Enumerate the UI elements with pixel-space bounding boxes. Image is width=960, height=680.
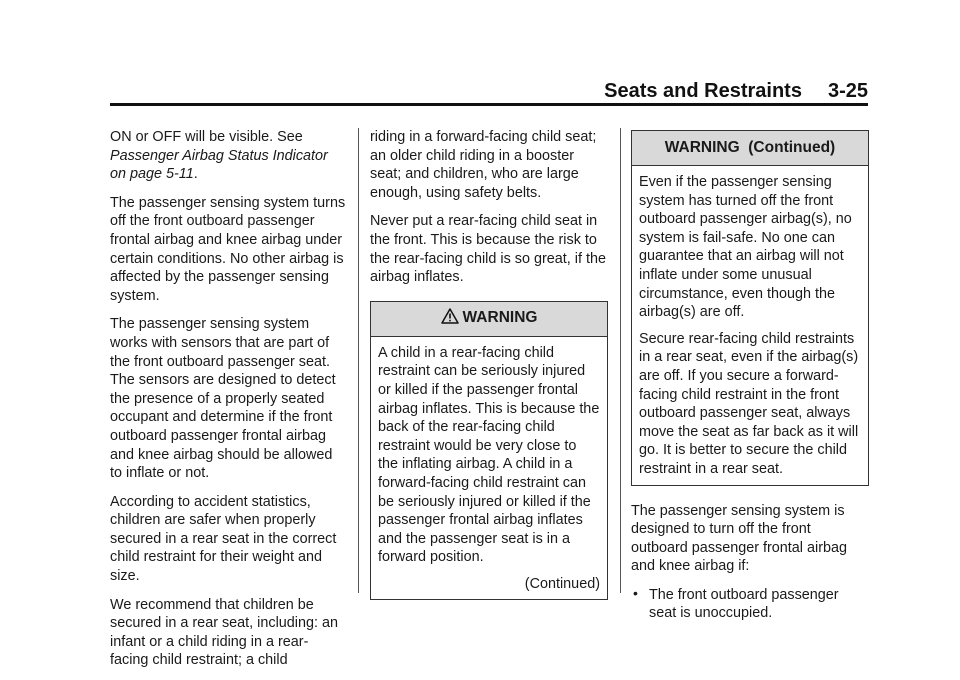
warning-continued-p1: Even if the passenger sensing system has turned off the front outboard passenger airbag(s), no system is fail-safe. No one can guarantee that an airbag will not inflate under some unusual circumstance, even though the airbag(s) are off. bbox=[639, 174, 852, 321]
header-rule bbox=[110, 103, 868, 106]
continued-label: (Continued) bbox=[524, 575, 600, 592]
warning-continued-body bbox=[632, 166, 868, 485]
section-title: Seats and Restraints bbox=[604, 80, 802, 102]
warning-title: WARNING bbox=[462, 309, 538, 327]
column-1 bbox=[110, 128, 346, 680]
column-divider-right bbox=[620, 128, 621, 593]
warning-continued-header bbox=[632, 131, 868, 166]
warning-continued-title: WARNING (Continued) bbox=[664, 138, 836, 156]
paragraph-accident-statistics: According to accident statistics, children are safer when properly secured in a rear seat in the correct child restraint for their weight and size. bbox=[110, 493, 337, 585]
warning-header bbox=[371, 302, 607, 337]
warning-box bbox=[370, 301, 608, 601]
warning-continued-box bbox=[631, 130, 869, 486]
column-2 bbox=[370, 128, 608, 600]
paragraph-status-indicator: ON or OFF will be visible. See Passenger Airbag Status Indicator on page 5-11. bbox=[110, 129, 328, 183]
paragraph-sensing-turns-off: The passenger sensing system turns off the front outboard passenger frontal airbag and knee airbag under certain conditions. No other airbag is affected by the passenger sensing system. bbox=[110, 194, 346, 304]
warning-text: A child in a rear-facing child restraint can be seriously injured or killed if the passenger frontal airbag inflates. This is because the back of the rear-facing child restraint would be very close to the inflating airbag. A child in a forward-facing child restraint can be seriously injured or killed if the passenger frontal airbag inflates and the passenger seat is in a forward position. bbox=[378, 344, 600, 566]
bullet-icon: • bbox=[633, 584, 638, 601]
condition-list bbox=[631, 586, 869, 623]
list-item: • The front outboard passenger seat is unoccupied. bbox=[633, 584, 839, 622]
warning-continued-p2: Secure rear-facing child restraints in a rear seat, even if the airbag(s) are off. If you secure a forward-facing child restraint in the front outboard passenger seat, always move the seat as far back as it will go. It is better to secure the child restraint in a rear seat. bbox=[639, 330, 859, 477]
page-number: 3-25 bbox=[827, 80, 868, 102]
cross-reference-link[interactable]: Passenger Airbag Status Indicator on page 5-11 bbox=[110, 147, 328, 183]
paragraph-designed-to-turn-off: The passenger sensing system is designed to turn off the front outboard passenger frontal airbag and knee airbag if: bbox=[631, 502, 848, 575]
paragraph-never-rear-facing: Never put a rear-facing child seat in the front. This is because the risk to the rear-facing child is so great, if the airbag inflates. bbox=[370, 213, 606, 286]
paragraph-sensing-sensors: The passenger sensing system works with sensors that are part of the front outboard passenger seat. The sensors are designed to detect the presence of a properly seated occupant and determine if the front outboard passenger frontal airbag and knee airbag should be allowed to inflate or not. bbox=[110, 316, 336, 482]
paragraph-riding-forward: riding in a forward-facing child seat; an older child riding in a booster seat; and children, who are large enough, using safety belts. bbox=[370, 129, 597, 201]
warning-body bbox=[371, 337, 607, 600]
warning-triangle-icon bbox=[441, 308, 459, 330]
page-header bbox=[604, 80, 868, 103]
paragraph-recommend-rear-seat: We recommend that children be secured in a rear seat, including: an infant or a child riding in a rear-facing child restraint; a child bbox=[110, 596, 338, 669]
column-divider-left bbox=[358, 128, 359, 593]
column-3 bbox=[631, 128, 869, 623]
